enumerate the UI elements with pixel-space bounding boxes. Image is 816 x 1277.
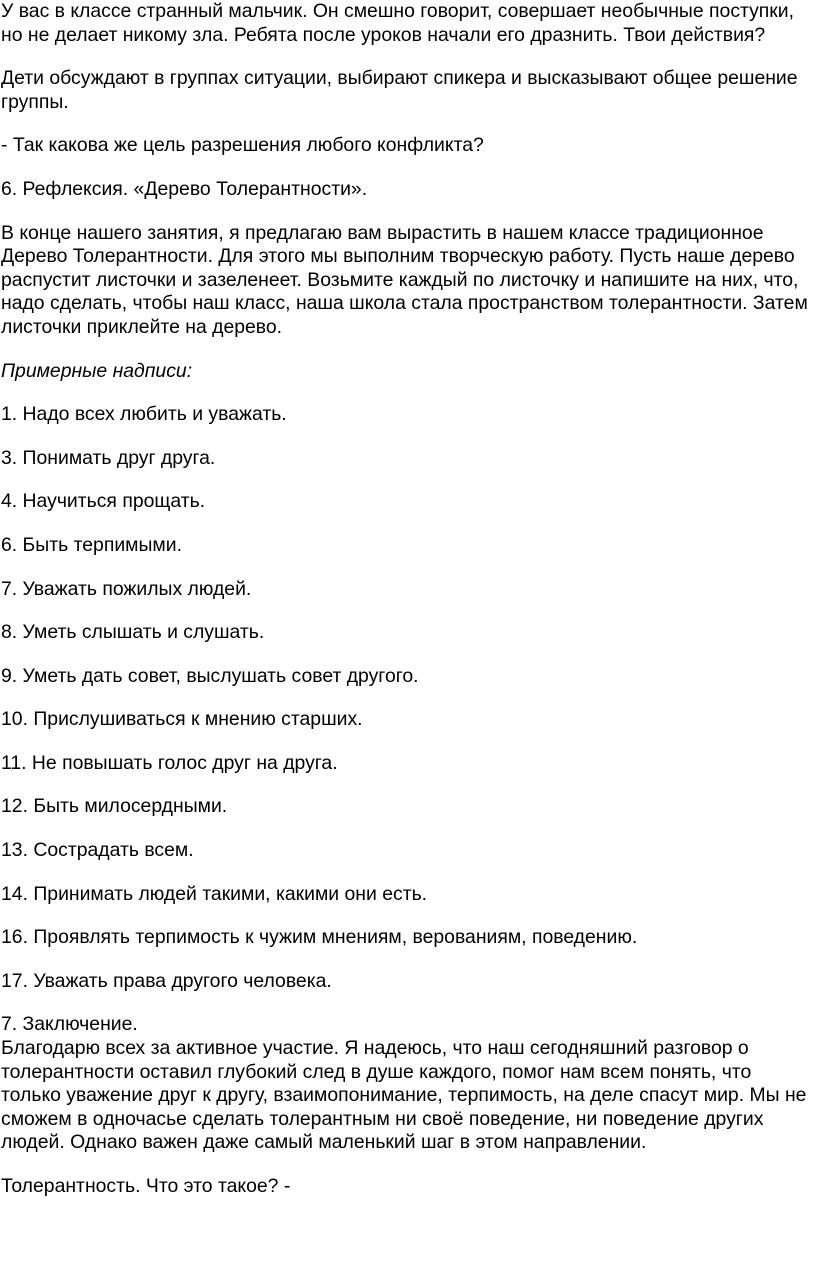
conclusion-text: Благодарю всех за активное участие. Я надеюсь, что наш сегодняшний разговор о толерантности оставил глубокий след в душе каждого, помог нам всем понять, что только уважение друг к другу, взаимопонимание, терпимость, на деле спасут мир. Мы не сможем в одночасье сделать толерантным ни своё поведение, ни поведение других людей. Однако важен даже самый маленький шаг в этом направлении. bbox=[1, 1037, 807, 1154]
list-item: 13. Сострадать всем. bbox=[1, 839, 194, 862]
list-item: 16. Проявлять терпимость к чужим мнениям, верованиям, поведению. bbox=[1, 926, 638, 949]
sample-inscriptions-label: Примерные надписи: bbox=[1, 359, 193, 382]
list-item: 4. Научиться прощать. bbox=[1, 490, 206, 513]
tree-instructions-paragraph: В конце нашего занятия, я предлагаю вам вырастить в нашем классе традиционное Дерево Толерантности. Для этого мы выполним творческую работу. Пусть наше дерево распустит листочки и зазеленеет. Возьмите каждый по листочку и напишите на них, что, надо сделать, чтобы наш класс, наша школа стала пространством толерантности. Затем листочки приклейте на дерево. bbox=[1, 221, 808, 338]
situation-paragraph: У вас в классе странный мальчик. Он смешно говорит, совершает необычные поступки, но не делает никому зла. Ребята после уроков начали его дразнить. Твои действия? bbox=[1, 0, 795, 46]
list-item: 3. Понимать друг друга. bbox=[1, 446, 216, 469]
conclusion-heading: 7. Заключение. bbox=[1, 1013, 138, 1036]
list-item: 8. Уметь слышать и слушать. bbox=[1, 621, 265, 644]
conflict-question: - Так какова же цель разрешения любого конфликта? bbox=[1, 134, 484, 157]
list-item: 12. Быть милосердными. bbox=[1, 795, 228, 818]
list-item: 9. Уметь дать совет, выслушать совет другого. bbox=[1, 664, 419, 687]
final-question: Толерантность. Что это такое? - bbox=[1, 1175, 291, 1197]
list-item: 7. Уважать пожилых людей. bbox=[1, 577, 252, 600]
list-item: 1. Надо всех любить и уважать. bbox=[1, 403, 287, 426]
group-discussion-paragraph: Дети обсуждают в группах ситуации, выбирают спикера и высказывают общее решение группы. bbox=[1, 67, 798, 113]
list-item: 6. Быть терпимыми. bbox=[1, 533, 182, 556]
inscriptions-list bbox=[1, 403, 816, 993]
list-item: 11. Не повышать голос друг на друга. bbox=[1, 751, 338, 774]
list-item: 17. Уважать права другого человека. bbox=[1, 969, 332, 992]
reflection-heading: 6. Рефлексия. «Дерево Толерантности». bbox=[1, 177, 368, 200]
list-item: 14. Принимать людей такими, какими они есть. bbox=[1, 882, 428, 905]
list-item: 10. Прислушиваться к мнению старших. bbox=[1, 708, 363, 731]
